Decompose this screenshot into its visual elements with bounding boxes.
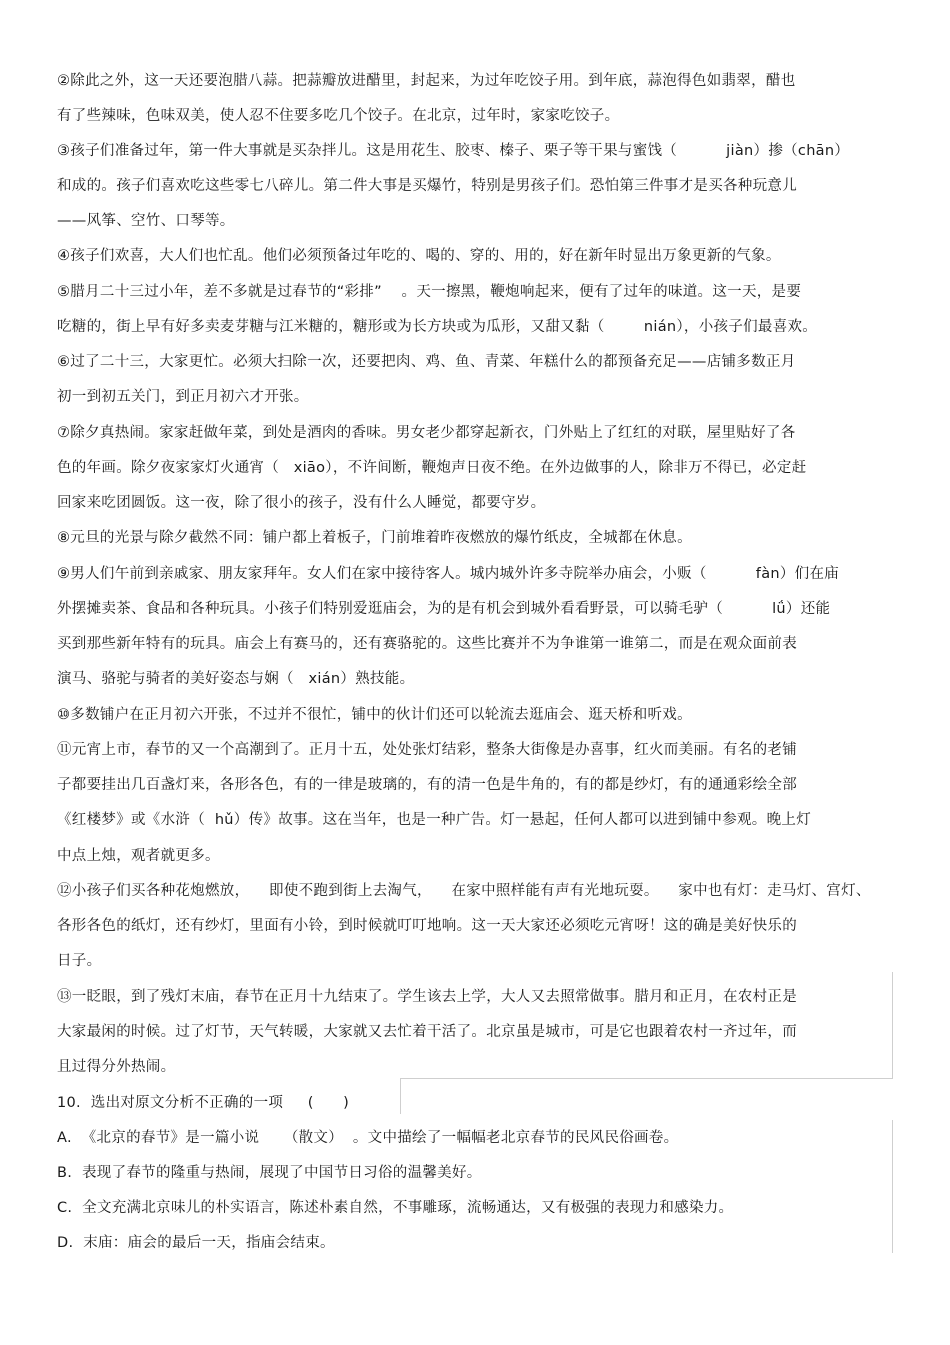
text-line: ⑦除夕真热闹。家家赶做年菜，到处是酒肉的香味。男女老少都穿起新衣，门外贴上了红红的对联，屋里贴好了各 xyxy=(57,425,796,441)
text-line: ⑫小孩子们买各种花炮燃放， 即使不跑到街上去淘气， 在家中照样能有声有光地玩耍。 家中也有灯：走马灯、宫灯、 xyxy=(57,883,871,899)
question-stem: 10. 选出对原文分析不正确的一项 ( ) xyxy=(57,1095,350,1111)
text-line: 子都要挂出几百盏灯来，各形各色，有的一律是玻璃的，有的清一色是牛角的，有的都是纱灯，有的通通彩绘全部 xyxy=(57,777,797,793)
text-line: 吃糖的，街上早有好多卖麦芽糖与江米糖的，糖形或为长方块或为瓜形，又甜又黏（ nián），小孩子们最喜欢。 xyxy=(57,319,818,335)
option-c: C. 全文充满北京味儿的朴实语言，陈述朴素自然，不事雕琢，流畅通达，又有极强的表现力和感染力。 xyxy=(57,1200,734,1216)
text-line: 演马、骆驼与骑者的美好姿态与娴（ xián）熟技能。 xyxy=(57,671,415,687)
text-line: ④孩子们欢喜，大人们也忙乱。他们必须预备过年吃的、喝的、穿的、用的，好在新年时显出万象更新的气象。 xyxy=(57,248,781,264)
frame-divider xyxy=(400,1078,893,1079)
text-line: 且过得分外热闹。 xyxy=(57,1059,176,1075)
text-line: 各形各色的纸灯，还有纱灯，里面有小铃，到时候就叮叮地响。这一天大家还必须吃元宵呀！这的确是美好快乐的 xyxy=(57,918,797,934)
text-line: ⑥过了二十三，大家更忙。必须大扫除一次，还要把肉、鸡、鱼、青菜、年糕什么的都预备充足——店铺多数正月 xyxy=(57,354,796,370)
text-line: 回家来吃团圆饭。这一夜，除了很小的孩子，没有什么人睡觉，都要守岁。 xyxy=(57,495,546,511)
text-line: 外摆摊卖茶、食品和各种玩具。小孩子们特别爱逛庙会，为的是有机会到城外看看野景，可以骑毛驴（ lǘ）还能 xyxy=(57,601,831,617)
text-line: 和成的。孩子们喜欢吃这些零七八碎儿。第二件大事是买爆竹，特别是男孩子们。恐怕第三件事才是买各种玩意儿 xyxy=(57,178,797,194)
text-line: ——风筝、空竹、口琴等。 xyxy=(57,213,235,229)
text-line: 日子。 xyxy=(57,953,102,969)
option-a: A. 《北京的春节》是一篇小说 （散文） 。文中描绘了一幅幅老北京春节的民风民俗画卷。 xyxy=(57,1130,679,1146)
frame-divider xyxy=(400,1078,401,1114)
text-line: ⑩多数铺户在正月初六开张，不过并不很忙，铺中的伙计们还可以轮流去逛庙会、逛天桥和听戏。 xyxy=(57,707,692,723)
option-d: D. 末庙：庙会的最后一天，指庙会结束。 xyxy=(57,1235,335,1251)
text-line: ②除此之外，这一天还要泡腊八蒜。把蒜瓣放进醋里，封起来，为过年吃饺子用。到年底，蒜泡得色如翡翠，醋也 xyxy=(57,73,796,89)
text-line: 大家最闲的时候。过了灯节，天气转暖，大家就又去忙着干活了。北京虽是城市，可是它也跟着农村一齐过年，而 xyxy=(57,1024,797,1040)
text-line: ⑪元宵上市，春节的又一个高潮到了。正月十五，处处张灯结彩，整条大街像是办喜事，红火而美丽。有名的老铺 xyxy=(57,742,797,758)
text-line: 中点上烛，观者就更多。 xyxy=(57,848,220,864)
text-line: ⑨男人们午前到亲戚家、朋友家拜年。女人们在家中接待客人。城内城外许多寺院举办庙会，小贩（ fàn）们在庙 xyxy=(57,566,840,582)
text-line: 初一到初五关门，到正月初六才开张。 xyxy=(57,389,309,405)
text-line: ⑧元旦的光景与除夕截然不同：铺户都上着板子，门前堆着昨夜燃放的爆竹纸皮，全城都在休息。 xyxy=(57,530,692,546)
text-line: 有了些辣味，色味双美，使人忍不住要多吃几个饺子。在北京，过年时，家家吃饺子。 xyxy=(57,108,620,124)
text-line: 《红楼梦》或《水浒（ hǔ）传》故事。这在当年，也是一种广告。灯一悬起，任何人都可以进到铺中参观。晚上灯 xyxy=(57,812,811,828)
frame-divider xyxy=(892,1120,893,1253)
option-b: B. 表现了春节的隆重与热闹，展现了中国节日习俗的温馨美好。 xyxy=(57,1165,482,1181)
frame-divider xyxy=(892,972,893,1079)
text-line: 色的年画。除夕夜家家灯火通宵（ xiāo），不许间断，鞭炮声日夜不绝。在外边做事的人，除非万不得已，必定赶 xyxy=(57,460,807,476)
text-line: ⑬一眨眼，到了残灯末庙，春节在正月十九结束了。学生该去上学，大人又去照常做事。腊月和正月，在农村正是 xyxy=(57,989,797,1005)
text-line: 买到那些新年特有的玩具。庙会上有赛马的，还有赛骆驼的。这些比赛并不为争谁第一谁第二，而是在观众面前表 xyxy=(57,636,797,652)
text-line: ⑤腊月二十三过小年，差不多就是过春节的“彩排” 。天一擦黑，鞭炮响起来，便有了过年的味道。这一天，是要 xyxy=(57,284,802,300)
text-line: ③孩子们准备过年，第一件大事就是买杂拌儿。这是用花生、胶枣、榛子、栗子等干果与蜜饯（ jiàn）掺（chān） xyxy=(57,143,850,159)
